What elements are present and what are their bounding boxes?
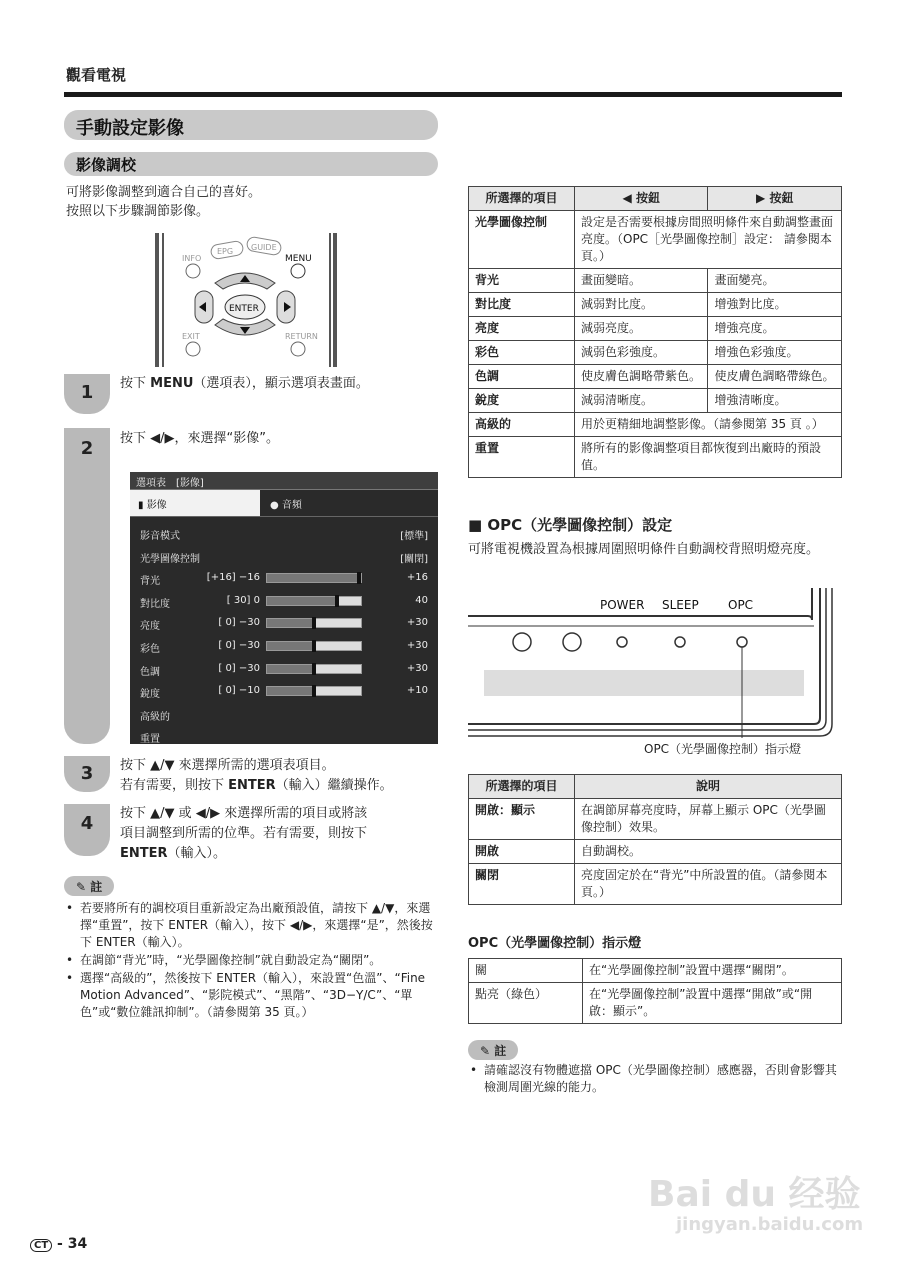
menu-row[interactable] [130,660,438,678]
menu-row-max: +30 [406,662,428,674]
slider-knob[interactable] [312,663,316,675]
header-rule [64,92,842,97]
menu-row-label: 重置 [140,734,160,746]
slider-fill [267,642,314,650]
step-1-number: 1 [80,382,94,403]
menu-row-max: +30 [406,640,428,651]
tab-audio[interactable]: ● 音頻 [270,500,302,511]
table-cell: 色調 [469,365,575,389]
slider-knob[interactable] [312,640,316,652]
table-row [469,840,842,864]
menu-row-label: 彩色 [140,644,160,655]
menu-row-max: +16 [406,572,428,584]
table-cell: 減弱亮度。 [575,317,708,341]
menu-row-label: 高級的 [140,711,170,723]
tab-picture-label: 影像 [146,500,167,511]
table-cell: 畫面變亮。 [708,269,842,293]
menu-row-max: +30 [406,617,428,629]
note-item: • 在調節“背光”時，“光學圖像控制”就自動設定為“關閉”。 [64,952,438,969]
info-label: INFO [182,254,202,263]
intro-line: 按照以下步驟調節影像。 [66,204,210,219]
table-cell: 亮度 [469,317,575,341]
adjustment-table [468,186,842,478]
tab-picture[interactable]: ▮ 影像 [130,490,260,516]
menu-row-label: 銳度 [140,689,160,701]
table-cell: 在“光學圖像控制”設置中選擇“關閉”。 [583,959,842,983]
slider-knob[interactable] [312,617,316,629]
menu-slider[interactable] [266,618,362,628]
indicator-table [468,958,842,1024]
menu-row[interactable] [130,569,438,587]
table-row [469,959,842,983]
page-number: CT - 34 [30,1236,87,1252]
menu-row[interactable] [130,524,438,542]
step-2-bar [64,428,110,744]
menu-row[interactable] [130,727,438,745]
menu-row-label: 光學圖像控制 [140,553,200,565]
step-4-number: 4 [80,813,94,834]
onscreen-menu [130,472,438,744]
menu-row-value: [+16] −16 [206,572,260,584]
slider-fill [267,619,314,627]
exit-label: EXIT [182,332,200,341]
table-cell: 增強亮度。 [708,317,842,341]
table-row [469,269,842,293]
menu-row[interactable] [130,547,438,565]
menu-row-max: +10 [406,685,428,697]
table-cell: 關閉 [469,864,575,905]
tab-audio-label: 音頻 [281,500,302,511]
table-header: 所選擇的項目 [469,187,575,211]
table-cell: 亮度固定於在“背光”中所設置的值。（請參閱本頁。） [575,864,842,905]
table-cell: 點亮（綠色） [469,983,583,1024]
table-cell: 自動調校。 [575,840,842,864]
table-row [469,365,842,389]
step-3-text [120,756,440,796]
table-cell: 重置 [469,437,575,478]
menu-row-value: [ 0] −30 [218,640,260,651]
menu-row-label: 色調 [140,666,160,678]
menu-row-setting: [關閉] [400,553,428,565]
step-3-number: 3 [80,763,94,784]
table-header: ▶ 按鈕 [708,187,842,211]
watermark-url: jingyan.baidu.com [676,1214,864,1235]
menu-row-label: 對比度 [140,598,170,610]
table-cell: 在調節屏幕亮度時，屏幕上顯示 OPC（光學圖像控制）效果。 [575,799,842,840]
menu-row-value: [ 0] −10 [218,685,260,697]
enter-label: ENTER [229,304,259,314]
table-cell: 開啟 [469,840,575,864]
opc-table [468,774,842,905]
menu-row-label: 背光 [140,576,160,588]
menu-slider[interactable] [266,596,362,606]
menu-row[interactable] [130,637,438,655]
slider-knob[interactable] [335,595,339,607]
opc-label: OPC [728,598,754,612]
slider-fill [267,665,314,673]
menu-row[interactable] [130,592,438,610]
table-row [469,864,842,905]
section-header: 觀看電視 [66,66,127,84]
note-label: 註 [494,1044,507,1058]
slider-knob[interactable] [357,572,361,584]
slider-knob[interactable] [312,685,316,697]
menu-row-label: 影音模式 [140,531,180,542]
notes-list-2 [468,1062,842,1097]
intro-text [66,183,261,221]
table-cell: 銳度 [469,389,575,413]
table-row [469,983,842,1024]
step-4-line: 項目調整到所需的位準。若有需要，則按下 [120,826,368,841]
table-cell: 對比度 [469,293,575,317]
language-badge: CT [30,1239,52,1252]
step-1-text: 按下 MENU（選項表），顯示選項表畫面。 [120,376,369,391]
remote-illustration [155,233,337,367]
opc-description: 可將電視機設置為根據周圍照明條件自動調校背照明燈亮度。 [468,542,820,557]
menu-row-setting: [標準] [400,531,428,542]
return-label: RETURN [285,332,318,341]
page-title: 手動設定影像 [64,110,438,140]
menu-row[interactable] [130,705,438,723]
table-header: 所選擇的項目 [469,775,575,799]
table-row [469,317,842,341]
slider-fill [267,574,361,582]
indicator-heading: OPC（光學圖像控制）指示燈 [468,936,642,951]
table-row [469,389,842,413]
note-badge: ✎ 註 [64,876,114,896]
table-cell: 增強對比度。 [708,293,842,317]
table-row [469,413,842,437]
menu-slider[interactable] [266,686,362,696]
note-item: • 選擇“高級的”，然後按下 ENTER（輸入），來設置“色溫”、“Fine Motion Advanced”、“影院模式”、“黑階”、“3D−Y/C”、“單色”或“數位雜訊抑制”。（請參閱第 35 頁。） [64,970,438,1021]
menu-row-value: [ 0] −30 [218,617,260,629]
menu-row[interactable] [130,614,438,632]
menu-row-value: [ 0] −30 [218,662,260,674]
menu-label: MENU [285,254,312,264]
step-2-text: 按下 ◀/▶，來選擇“影像”。 [120,431,279,446]
table-cell: 用於更精細地調整影像。（請參閱第 35 頁 。） [575,413,842,437]
step-3-line: 按下 ▲/▼ 來選擇所需的選項表項目。 [120,758,335,773]
step-2-number: 2 [80,438,94,459]
table-cell: 減弱清晰度。 [575,389,708,413]
guide-label: GUIDE [251,243,277,252]
opc-heading: ■ OPC（光學圖像控制）設定 [468,516,673,534]
table-cell: 畫面變暗。 [575,269,708,293]
table-row [469,211,842,269]
menu-row[interactable] [130,682,438,700]
opc-heading-text: OPC（光學圖像控制）設定 [487,516,673,534]
menu-title: 選項表 [影像] [130,472,438,490]
note-badge-2: ✎ 註 [468,1040,518,1060]
menu-row-value: [ 30] 0 [226,594,260,606]
menu-slider[interactable] [266,641,362,651]
menu-slider[interactable] [266,664,362,674]
epg-label: EPG [217,247,234,256]
table-cell: 使皮膚色調略帶綠色。 [708,365,842,389]
slider-fill [267,687,314,695]
indicator-caption: OPC（光學圖像控制）指示燈 [644,742,802,756]
subsection-title: 影像調校 [64,152,438,176]
slider-fill [267,597,338,605]
table-cell: 使皮膚色調略帶紫色。 [575,365,708,389]
table-cell: 增強色彩強度。 [708,341,842,365]
note-item: • 若要將所有的調校項目重新設定為出廠預設值，請按下 ▲/▼，來選擇“重置”，按下 ENTER（輸入），按下 ◀/▶，來選擇“是”，然後按下 ENTER（輸入）。 [64,900,438,951]
table-cell: 設定是否需要根據房間照明條件來自動調整畫面亮度。（OPC［光學圖像控制］設定： 請參閱本頁。） [575,211,842,269]
table-cell: 背光 [469,269,575,293]
table-cell: 關 [469,959,583,983]
table-cell: 將所有的影像調整項目都恢復到出廠時的預設值。 [575,437,842,478]
page-number-value: 34 [67,1236,88,1252]
menu-row-label: 亮度 [140,621,160,633]
note-item: • 請確認沒有物體遮擋 OPC（光學圖像控制）感應器，否則會影響其檢測周圍光線的能力。 [468,1062,842,1096]
table-cell: 減弱對比度。 [575,293,708,317]
step-4-line: ENTER（輸入）。 [120,846,227,861]
table-cell: 增強清晰度。 [708,389,842,413]
sleep-label: SLEEP [662,598,699,612]
table-row [469,437,842,478]
table-row [469,799,842,840]
table-header: 說明 [575,775,842,799]
table-cell: 光學圖像控制 [469,211,575,269]
menu-row-max: 40 [415,594,428,606]
menu-slider[interactable] [266,573,362,583]
table-cell: 彩色 [469,341,575,365]
intro-line: 可將影像調整到適合自己的喜好。 [66,185,262,200]
power-label: POWER [600,598,645,612]
table-row [469,341,842,365]
table-cell: 高級的 [469,413,575,437]
table-cell: 開啟：顯示 [469,799,575,840]
note-label: 註 [90,880,103,894]
step-4-line: 按下 ▲/▼ 或 ◀/▶ 來選擇所需的項目或將該 [120,806,368,821]
notes-list [64,900,438,1022]
table-cell: 在“光學圖像控制”設置中選擇“開啟”或“開啟：顯示”。 [583,983,842,1024]
table-row [469,293,842,317]
step-3-line: 若有需要，則按下 ENTER（輸入）繼續操作。 [120,778,393,793]
watermark-brand: Bai du 经验 [648,1174,861,1215]
step-4-text [120,804,440,864]
table-cell: 減弱色彩強度。 [575,341,708,365]
table-header: ◀ 按鈕 [575,187,708,211]
